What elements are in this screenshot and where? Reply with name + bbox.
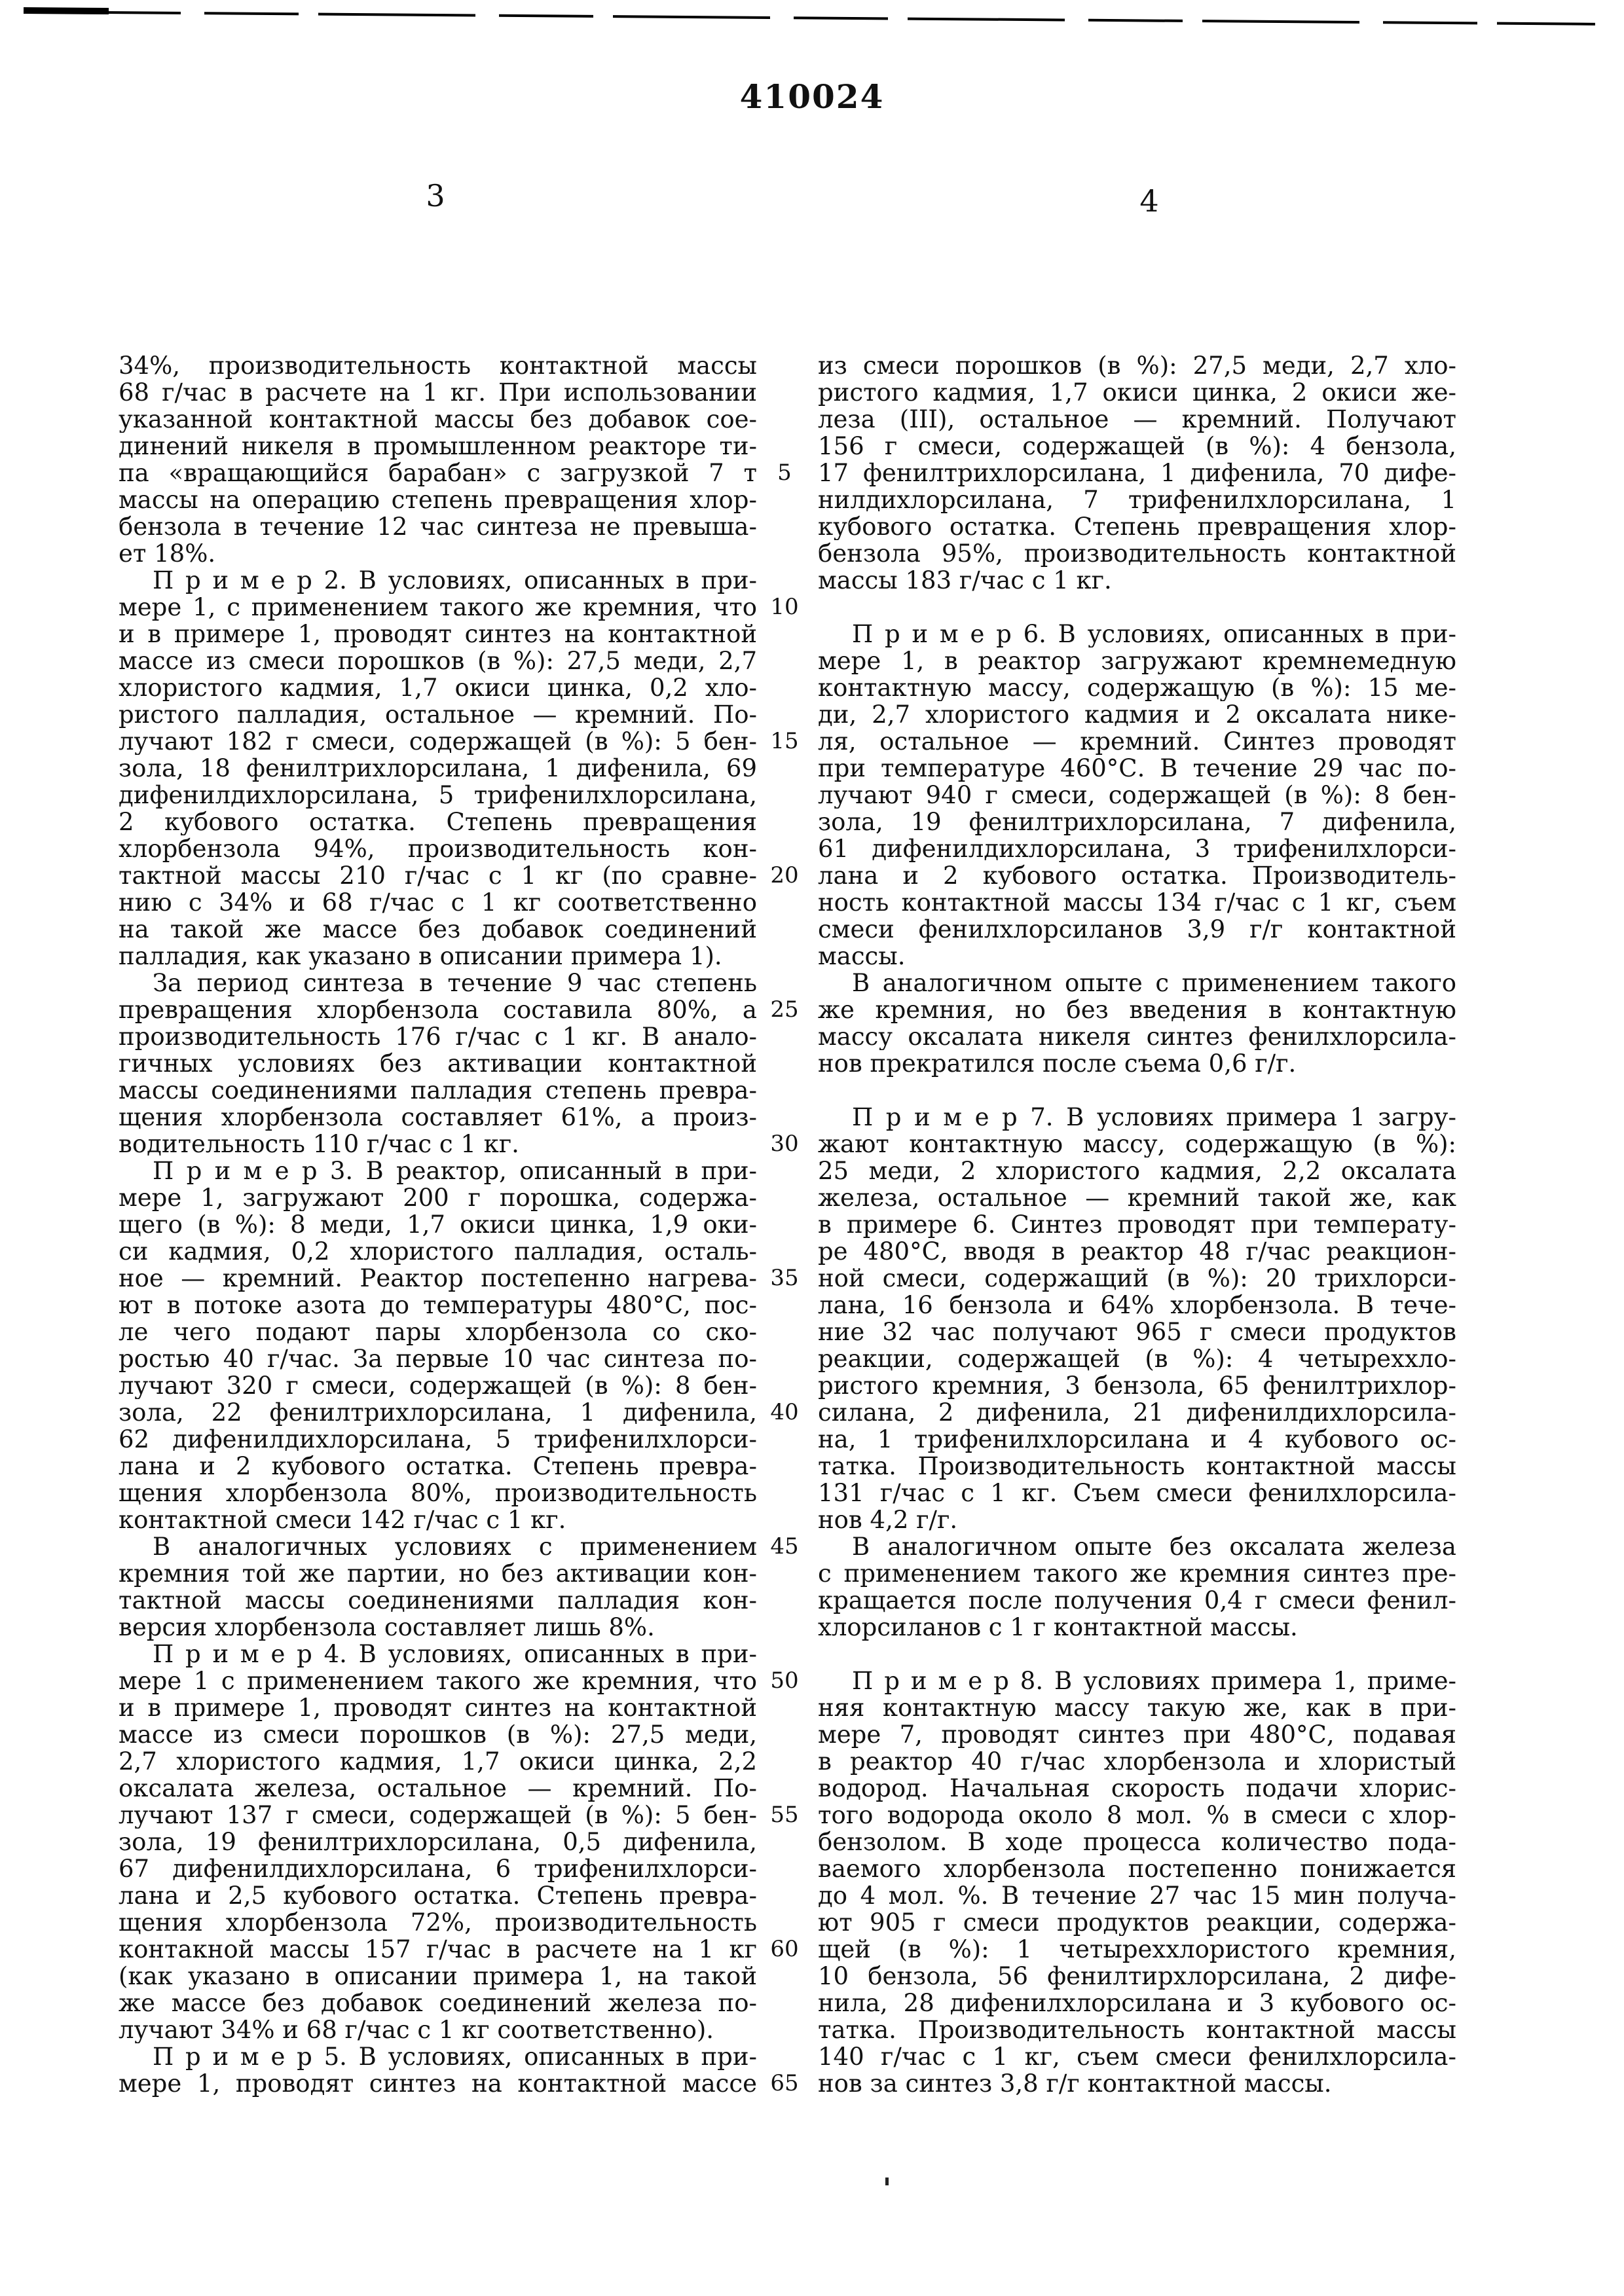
text-line: же массе без добавок соединений железа по- bbox=[119, 1990, 757, 2016]
line-number: 55 bbox=[770, 1802, 799, 1828]
text-line: 156 г смеси, содержащей (в %): 4 бензола, bbox=[818, 433, 1456, 460]
text-line: и в примере 1, проводят синтез на контактной bbox=[119, 621, 757, 647]
text-line: П р и м е р 5. В условиях, описанных в при- bbox=[153, 2043, 757, 2070]
text-line: ют в потоке азота до температуры 480°С, пос- bbox=[119, 1292, 757, 1319]
paragraph-gap bbox=[818, 594, 1456, 621]
text-line: 2 кубового остатка. Степень превращения bbox=[119, 809, 757, 835]
text-line: тактной массы 210 г/час с 1 кг (по сравне- bbox=[119, 862, 757, 889]
text-line: ре 480°С, вводя в реактор 48 г/час реакцион- bbox=[818, 1238, 1456, 1265]
text-line: щей (в %): 1 четыреххлористого кремния, bbox=[818, 1936, 1456, 1963]
text-line: того водорода около 8 мол. % в смеси с хлор- bbox=[818, 1802, 1456, 1829]
text-line: 2,7 хлористого кадмия, 1,7 окиси цинка, 2,2 bbox=[119, 1748, 757, 1775]
text-line: 10 бензола, 56 фенилтирхлорсилана, 2 дифе- bbox=[818, 1963, 1456, 1990]
text-line: зола, 22 фенилтрихлорсилана, 1 дифенила, bbox=[119, 1399, 757, 1426]
text-line: нов прекратился после съема 0,6 г/г. bbox=[818, 1050, 1297, 1077]
text-line: (как указано в описании примера 1, на такой bbox=[119, 1963, 757, 1990]
text-line: массе из смеси порошков (в %): 27,5 меди, 2,7 bbox=[119, 647, 757, 674]
text-line: лана, 16 бензола и 64% хлорбензола. В тече- bbox=[818, 1292, 1456, 1319]
text-line: си кадмия, 0,2 хлористого палладия, осталь- bbox=[119, 1238, 757, 1265]
line-number: 35 bbox=[770, 1265, 799, 1291]
line-number: 40 bbox=[770, 1399, 799, 1425]
text-line: в реактор 40 г/час хлорбензола и хлористый bbox=[818, 1748, 1456, 1775]
paragraph-gap bbox=[818, 1077, 1456, 1104]
text-line: контакной массы 157 г/час в расчете на 1 кг bbox=[119, 1936, 757, 1963]
text-line: палладия, как указано в описании примера 1). bbox=[119, 943, 722, 970]
line-number: 50 bbox=[770, 1667, 799, 1694]
text-line: татка. Производительность контактной массы bbox=[818, 2016, 1456, 2043]
text-line: 34%, производительность контактной массы bbox=[119, 352, 757, 379]
text-line: П р и м е р 8. В условиях примера 1, приме- bbox=[852, 1667, 1456, 1694]
text-line: лучают 320 г смеси, содержащей (в %): 8 бен- bbox=[119, 1372, 757, 1399]
text-column-right bbox=[818, 352, 1456, 2097]
text-line: бензола в течение 12 час синтеза не превыша- bbox=[119, 513, 757, 540]
text-line: ное — кремний. Реактор постепенно нагрева- bbox=[119, 1265, 757, 1292]
text-line: ди, 2,7 хлористого кадмия и 2 оксалата нике- bbox=[818, 701, 1456, 728]
text-line: кремния той же партии, но без активации кон- bbox=[119, 1560, 757, 1587]
text-line: на такой же массе без добавок соединений bbox=[119, 916, 757, 943]
text-line: динений никеля в промышленном реакторе ти- bbox=[119, 433, 757, 460]
line-number: 65 bbox=[770, 2070, 799, 2096]
text-line: леза (III), остальное — кремний. Получают bbox=[818, 406, 1456, 433]
text-line: За период синтеза в течение 9 час степень bbox=[153, 970, 757, 996]
text-line: зола, 18 фенилтрихлорсилана, 1 дифенила, 69 bbox=[119, 755, 757, 782]
text-line: в примере 6. Синтез проводят при температу- bbox=[818, 1211, 1456, 1238]
text-line: па «вращающийся барабан» с загрузкой 7 т bbox=[119, 460, 757, 486]
text-line: щения хлорбензола составляет 61%, а произ- bbox=[119, 1104, 757, 1131]
text-line: ние 32 час получают 965 г смеси продуктов bbox=[818, 1319, 1456, 1345]
text-line: щения хлорбензола 80%, производительность bbox=[119, 1480, 757, 1506]
text-line: П р и м е р 7. В условиях примера 1 загру- bbox=[852, 1104, 1456, 1131]
text-column-left bbox=[119, 352, 757, 2097]
text-line: оксалата железа, остальное — кремний. По- bbox=[119, 1775, 757, 1802]
text-line: при температуре 460°С. В течение 29 час по- bbox=[818, 755, 1456, 782]
line-number: 60 bbox=[770, 1936, 799, 1962]
line-number: 45 bbox=[770, 1533, 799, 1559]
text-line: 61 дифенилдихлорсилана, 3 трифенилхлорси- bbox=[818, 835, 1456, 862]
text-line: мере 1, с применением такого же кремния, что bbox=[119, 594, 757, 621]
text-line: мере 1, в реактор загружают кремнемедную bbox=[818, 647, 1456, 674]
text-line: жают контактную массу, содержащую (в %): bbox=[818, 1131, 1456, 1157]
text-line: ют 905 г смеси продуктов реакции, содержа- bbox=[818, 1909, 1456, 1936]
text-line: до 4 мол. %. В течение 27 час 15 мин получа- bbox=[818, 1882, 1456, 1909]
line-number: 20 bbox=[770, 862, 799, 888]
text-line: массы на операцию степень превращения хлор- bbox=[119, 486, 757, 513]
line-number: 25 bbox=[770, 996, 799, 1023]
text-line: превращения хлорбензола составила 80%, а bbox=[119, 996, 757, 1023]
text-line: контактной смеси 142 г/час с 1 кг. bbox=[119, 1506, 566, 1533]
line-number: 5 bbox=[777, 460, 792, 486]
text-line: 17 фенилтрихлорсилана, 1 дифенила, 70 дифе- bbox=[818, 460, 1456, 486]
text-line: ле чего подают пары хлорбензола со ско- bbox=[119, 1319, 757, 1345]
text-line: гичных условиях без активации контактной bbox=[119, 1050, 757, 1077]
text-line: же кремния, но без введения в контактную bbox=[818, 996, 1456, 1023]
text-line: массы 183 г/час с 1 кг. bbox=[818, 567, 1112, 594]
text-line: кубового остатка. Степень превращения хлор- bbox=[818, 513, 1456, 540]
text-line: ваемого хлорбензола постепенно понижается bbox=[818, 1855, 1456, 1882]
line-number: 30 bbox=[770, 1131, 799, 1157]
text-line: ля, остальное — кремний. Синтез проводят bbox=[818, 728, 1456, 755]
text-line: нила, 28 дифенилхлорсилана и 3 кубового ос- bbox=[818, 1990, 1456, 2016]
text-line: П р и м е р 6. В условиях, описанных в при- bbox=[852, 621, 1456, 647]
text-line: массы соединениями палладия степень превра- bbox=[119, 1077, 757, 1104]
text-line: и в примере 1, проводят синтез на контактной bbox=[119, 1694, 757, 1721]
text-line: ристого кремния, 3 бензола, 65 фенилтрихлор- bbox=[818, 1372, 1456, 1399]
text-line: татка. Производительность контактной массы bbox=[818, 1453, 1456, 1480]
text-line: щения хлорбензола 72%, производительность bbox=[119, 1909, 757, 1936]
text-line: массы. bbox=[818, 943, 906, 970]
text-line: нию с 34% и 68 г/час с 1 кг соответственно bbox=[119, 889, 757, 916]
text-line: В аналогичном опыте без оксалата железа bbox=[852, 1533, 1456, 1560]
text-line: ной смеси, содержащий (в %): 20 трихлорси- bbox=[818, 1265, 1456, 1292]
text-line: В аналогичном опыте с применением такого bbox=[852, 970, 1456, 996]
text-line: ристого кадмия, 1,7 окиси цинка, 2 окиси же- bbox=[818, 379, 1456, 406]
text-line: массе из смеси порошков (в %): 27,5 меди, bbox=[119, 1721, 757, 1748]
text-line: зола, 19 фенилтрихлорсилана, 7 дифенила, bbox=[818, 809, 1456, 835]
text-line: с применением такого же кремния синтез пре- bbox=[818, 1560, 1456, 1587]
text-line: 140 г/час с 1 кг, съем смеси фенилхлорсила- bbox=[818, 2043, 1456, 2070]
text-line: указанной контактной массы без добавок сое- bbox=[119, 406, 757, 433]
text-line: мере 1, проводят синтез на контактной массе bbox=[119, 2070, 757, 2097]
text-line: П р и м е р 3. В реактор, описанный в при- bbox=[153, 1157, 757, 1184]
text-line: производительность 176 г/час с 1 кг. В анало- bbox=[119, 1023, 757, 1050]
text-line: В аналогичных условиях с применением bbox=[153, 1533, 757, 1560]
text-line: нов 4,2 г/г. bbox=[818, 1506, 958, 1533]
text-line: 131 г/час с 1 кг. Съем смеси фенилхлорсила- bbox=[818, 1480, 1456, 1506]
text-line: дифенилдихлорсилана, 5 трифенилхлорсилана, bbox=[119, 782, 757, 809]
text-line: водород. Начальная скорость подачи хлорис- bbox=[818, 1775, 1456, 1802]
text-line: лучают 34% и 68 г/час с 1 кг соответственно). bbox=[119, 2016, 714, 2043]
text-line: 25 меди, 2 хлористого кадмия, 2,2 оксалата bbox=[818, 1157, 1456, 1184]
text-line: железа, остальное — кремний такой же, как bbox=[818, 1184, 1456, 1211]
text-line: ростью 40 г/час. За первые 10 час синтеза по- bbox=[119, 1345, 757, 1372]
line-number: 15 bbox=[770, 728, 799, 754]
text-line: лучают 137 г смеси, содержащей (в %): 5 бен- bbox=[119, 1802, 757, 1829]
text-line: лана и 2 кубового остатка. Производитель- bbox=[818, 862, 1456, 889]
scan-artifact-line bbox=[24, 10, 1595, 26]
line-number-gutter bbox=[754, 352, 815, 2097]
text-line: хлорбензола 94%, производительность кон- bbox=[119, 835, 757, 862]
text-line: хлорсиланов с 1 г контактной массы. bbox=[818, 1614, 1298, 1641]
text-line: ет 18%. bbox=[119, 540, 216, 567]
text-line: смеси фенилхлорсиланов 3,9 г/г контактной bbox=[818, 916, 1456, 943]
text-line: бензолом. В ходе процесса количество пода- bbox=[818, 1829, 1456, 1855]
text-line: на, 1 трифенилхлорсилана и 4 кубового ос- bbox=[818, 1426, 1456, 1453]
text-line: кращается после получения 0,4 г смеси фенил- bbox=[818, 1587, 1456, 1614]
text-line: силана, 2 дифенила, 21 дифенилдихлорсила- bbox=[818, 1399, 1456, 1426]
text-line: 68 г/час в расчете на 1 кг. При использовании bbox=[119, 379, 757, 406]
text-line: лучают 940 г смеси, содержащей (в %): 8 бен- bbox=[818, 782, 1456, 809]
text-line: 67 дифенилдихлорсилана, 6 трифенилхлорси- bbox=[119, 1855, 757, 1882]
text-line: бензола 95%, производительность контактной bbox=[818, 540, 1456, 567]
line-number: 10 bbox=[770, 594, 799, 620]
text-line: версия хлорбензола составляет лишь 8%. bbox=[119, 1614, 655, 1641]
text-line: 62 дифенилдихлорсилана, 5 трифенилхлорси- bbox=[119, 1426, 757, 1453]
text-line: мере 1, загружают 200 г порошка, содержа- bbox=[119, 1184, 757, 1211]
page-column-number-left: 3 bbox=[426, 178, 445, 213]
text-line: мере 1 с применением такого же кремния, что bbox=[119, 1667, 757, 1694]
text-line: зола, 19 фенилтрихлорсилана, 0,5 дифенила, bbox=[119, 1829, 757, 1855]
text-line: тактной массы соединениями палладия кон- bbox=[119, 1587, 757, 1614]
text-line: щего (в %): 8 меди, 1,7 окиси цинка, 1,9 оки- bbox=[119, 1211, 757, 1238]
text-line: лана и 2 кубового остатка. Степень превра- bbox=[119, 1453, 757, 1480]
text-line: П р и м е р 2. В условиях, описанных в при- bbox=[153, 567, 757, 594]
text-line: нов за синтез 3,8 г/г контактной массы. bbox=[818, 2070, 1332, 2097]
text-line: нилдихлорсилана, 7 трифенилхлорсилана, 1 bbox=[818, 486, 1456, 513]
text-line: массу оксалата никеля синтез фенилхлорсила- bbox=[818, 1023, 1456, 1050]
patent-number: 410024 bbox=[739, 77, 885, 116]
text-line: водительность 110 г/час с 1 кг. bbox=[119, 1131, 519, 1157]
text-line: реакции, содержащей (в %): 4 четыреххло- bbox=[818, 1345, 1456, 1372]
text-line: контактную массу, содержащую (в %): 15 ме- bbox=[818, 674, 1456, 701]
paragraph-gap bbox=[818, 1641, 1456, 1667]
text-line: няя контактную массу такую же, как в при- bbox=[818, 1694, 1456, 1721]
text-line: П р и м е р 4. В условиях, описанных в при- bbox=[153, 1641, 757, 1667]
text-line: ность контактной массы 134 г/час с 1 кг, съем bbox=[818, 889, 1456, 916]
text-line: мере 7, проводят синтез при 480°С, подавая bbox=[818, 1721, 1456, 1748]
page-column-number-right: 4 bbox=[1139, 183, 1159, 219]
text-line: из смеси порошков (в %): 27,5 меди, 2,7 хло- bbox=[818, 352, 1456, 379]
text-line: лучают 182 г смеси, содержащей (в %): 5 бен- bbox=[119, 728, 757, 755]
text-line: лана и 2,5 кубового остатка. Степень превра- bbox=[119, 1882, 757, 1909]
scan-speck bbox=[885, 2178, 889, 2185]
text-line: ристого палладия, остальное — кремний. По- bbox=[119, 701, 757, 728]
text-line: хлористого кадмия, 1,7 окиси цинка, 0,2 хло- bbox=[119, 674, 757, 701]
